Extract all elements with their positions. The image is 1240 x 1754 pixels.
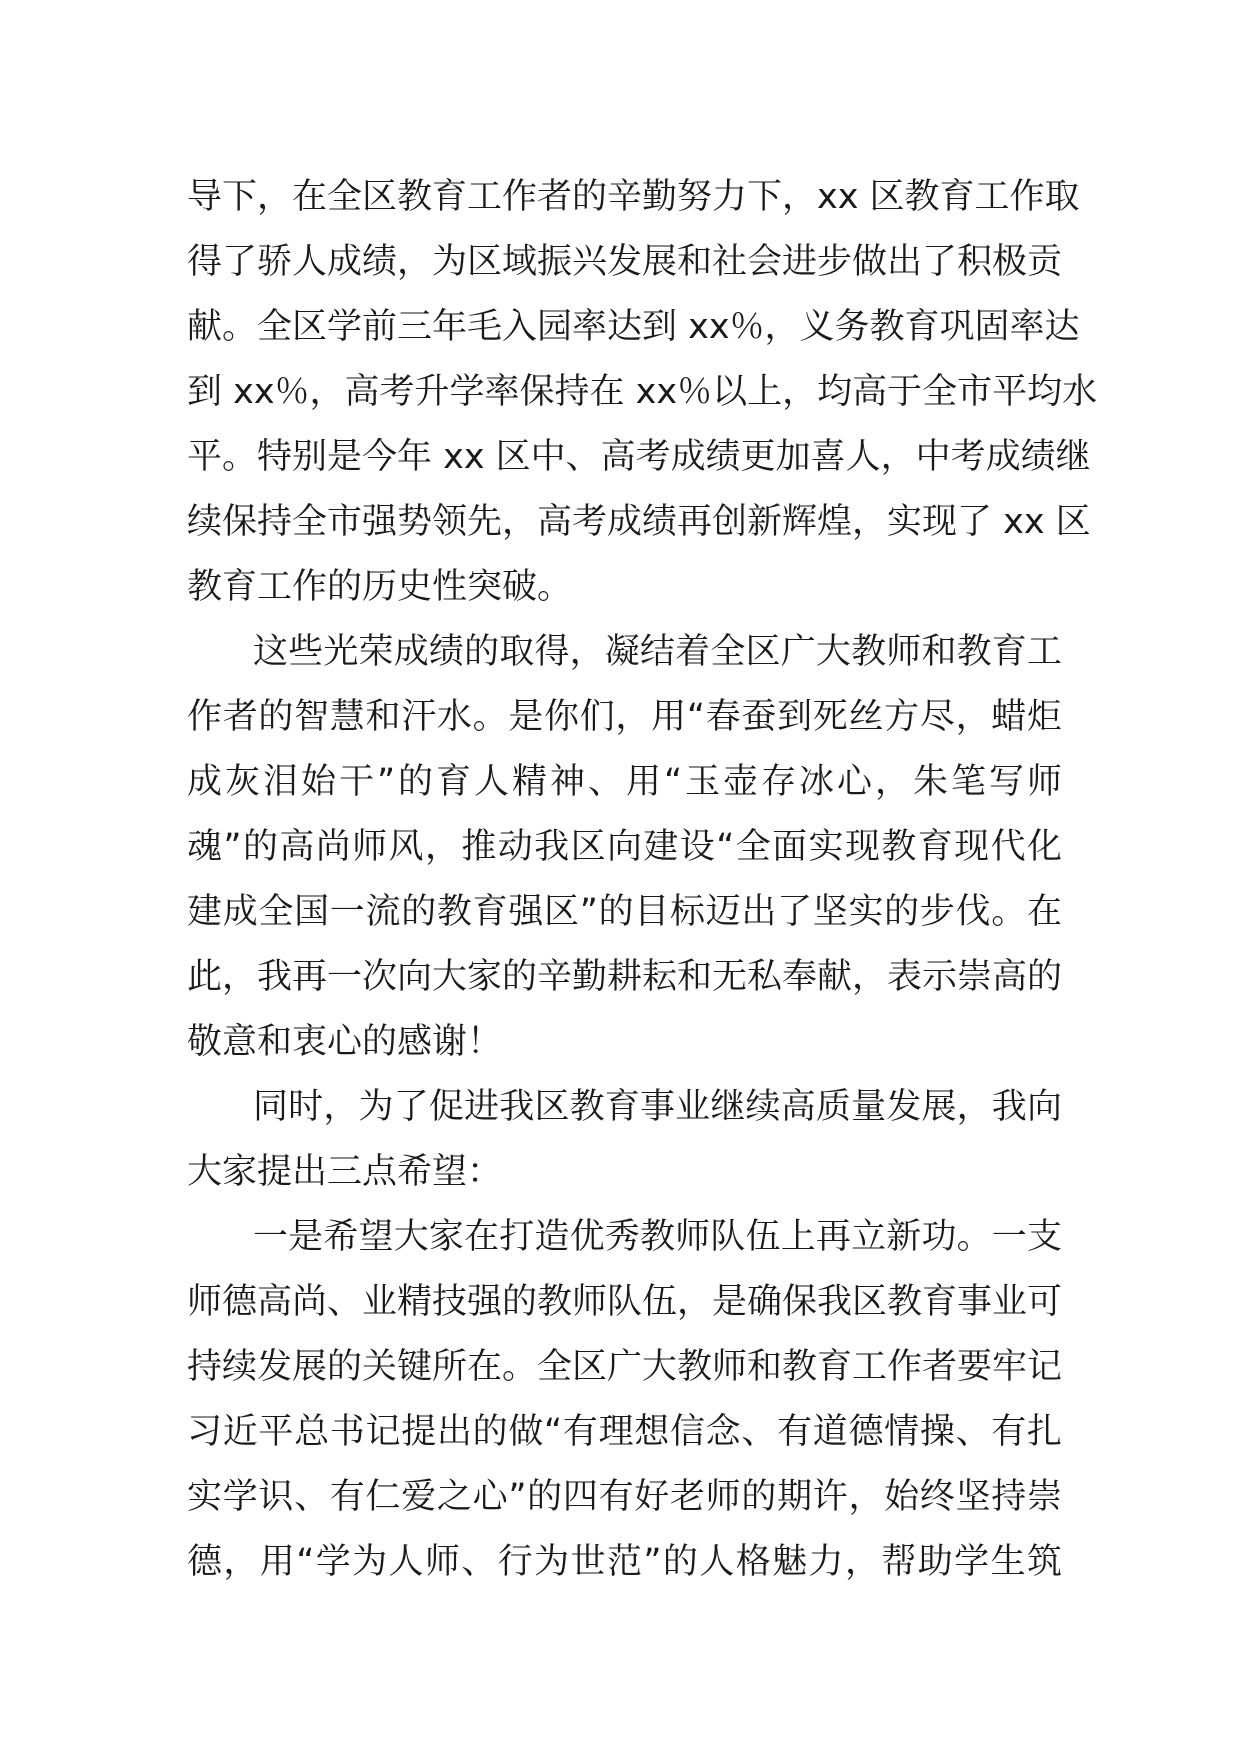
text-line: 持续发展的关键所在。全区广大教师和教育工作者要牢记 xyxy=(187,1347,1063,1387)
text-line: 此，我再一次向大家的辛勤耕耘和无私奉献，表示崇高的 xyxy=(187,957,1063,997)
text-line: 到 xx％，高考升学率保持在 xx％以上，均高于全市平均水 xyxy=(187,372,1098,412)
text-line: 献。全区学前三年毛入园率达到 xx％，义务教育巩固率达 xyxy=(187,307,1080,347)
body-text xyxy=(187,165,1098,1595)
text-line: 实学识、有仁爱之心”的四有好老师的期许，始终坚持崇 xyxy=(187,1477,1062,1517)
text-line: 同时，为了促进我区教育事业继续高质量发展，我向 xyxy=(253,1087,1062,1127)
text-line: 师德高尚、业精技强的教师队伍，是确保我区教育事业可 xyxy=(187,1282,1063,1322)
text-line: 魂”的高尚师风，推动我区向建设“全面实现教育现代化 xyxy=(187,827,1062,867)
text-line: 一是希望大家在打造优秀教师队伍上再立新功。一支 xyxy=(253,1217,1062,1257)
paragraph-2 xyxy=(187,620,1062,1075)
text-line: 续保持全市强势领先，高考成绩再创新辉煌，实现了 xx 区 xyxy=(187,502,1091,542)
text-line: 大家提出三点希望： xyxy=(187,1152,503,1192)
text-line: 成灰泪始干”的育人精神、用“玉壶存冰心，朱笔写师 xyxy=(187,762,1062,802)
paragraph-3 xyxy=(187,1075,1062,1205)
text-line: 德，用“学为人师、行为世范”的人格魅力，帮助学生筑 xyxy=(187,1542,1062,1582)
text-line: 作者的智慧和汗水。是你们，用“春蚕到死丝方尽，蜡炬 xyxy=(187,697,1062,737)
text-line: 敬意和衷心的感谢！ xyxy=(187,1022,503,1062)
text-line: 导下，在全区教育工作者的辛勤努力下，xx 区教育工作取 xyxy=(187,177,1080,217)
text-line: 得了骄人成绩，为区域振兴发展和社会进步做出了积极贡 xyxy=(187,242,1063,282)
text-line: 建成全国一流的教育强区”的目标迈出了坚实的步伐。在 xyxy=(187,892,1062,932)
paragraph-1 xyxy=(187,165,1098,620)
text-line: 教育工作的历史性突破。 xyxy=(187,567,573,607)
paragraph-4 xyxy=(187,1205,1062,1595)
text-line: 平。特别是今年 xx 区中、高考成绩更加喜人，中考成绩继 xyxy=(187,437,1091,477)
text-line: 习近平总书记提出的做“有理想信念、有道德情操、有扎 xyxy=(187,1412,1062,1452)
text-line: 这些光荣成绩的取得，凝结着全区广大教师和教育工 xyxy=(253,632,1062,672)
